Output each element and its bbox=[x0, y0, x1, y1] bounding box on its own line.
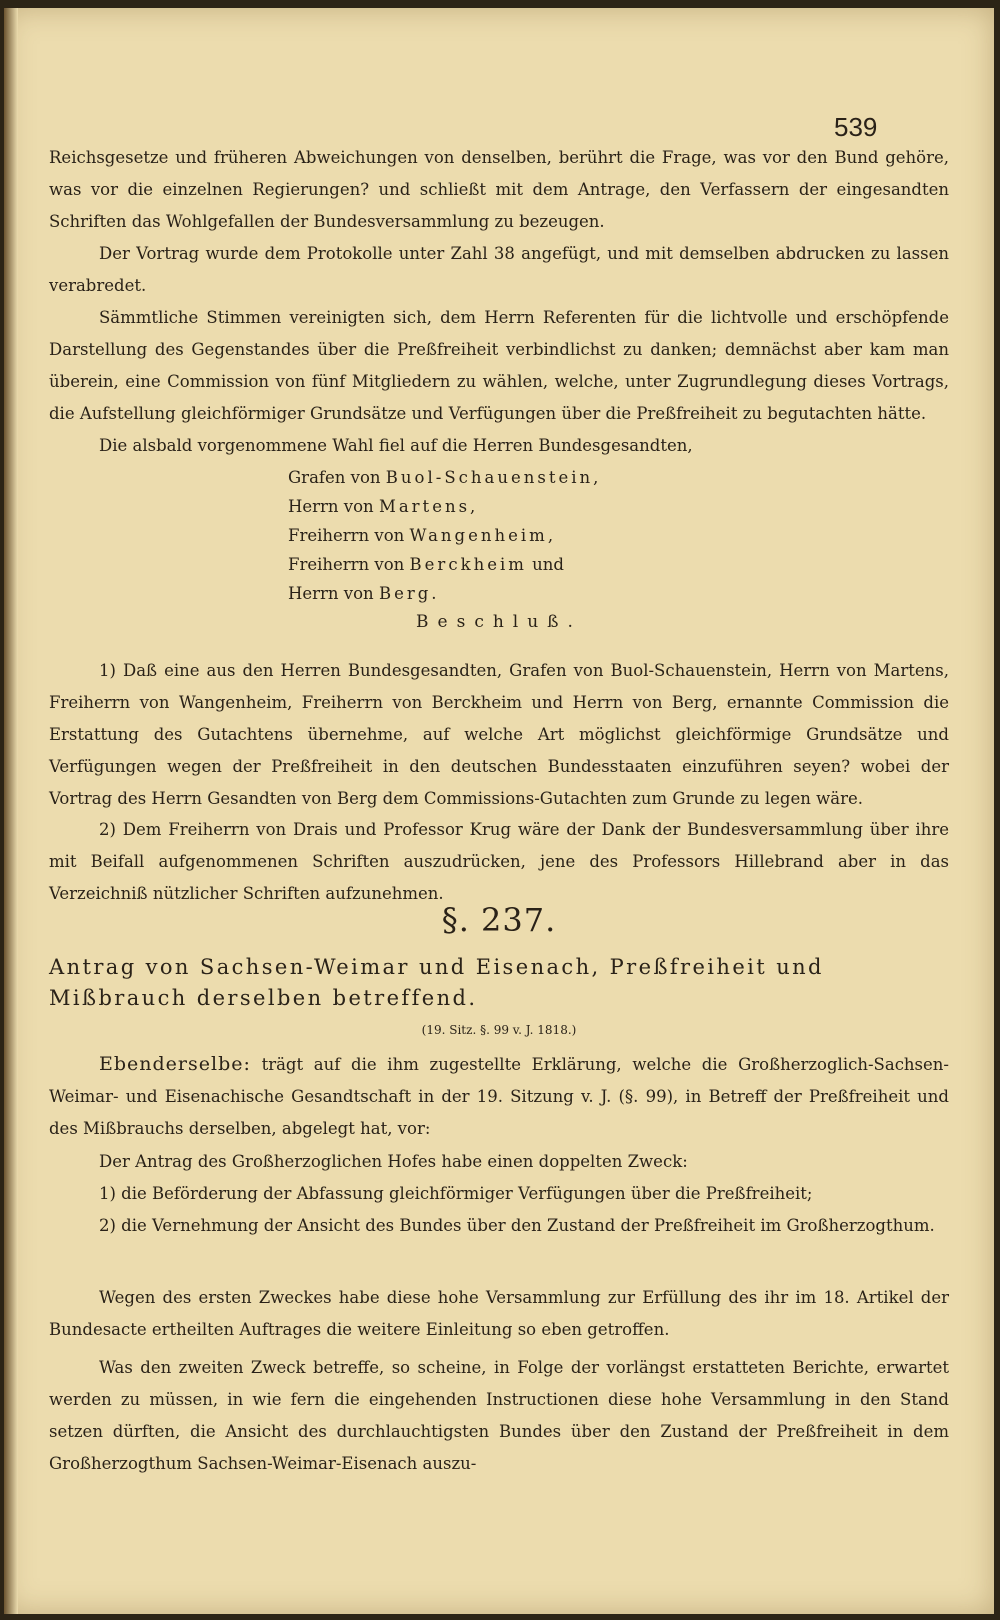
envoy-item: Herrn von Martens, bbox=[288, 497, 476, 516]
envoy-item: Freiherrn von Berckheim und bbox=[288, 555, 564, 574]
envoy-list bbox=[288, 463, 708, 608]
paragraph-2: Der Vortrag wurde dem Protokolle unter Zahl 38 angefügt, und mit demselben abdrucken zu lassen verabredet. bbox=[49, 244, 949, 295]
speaker-lead: Ebenderselbe: bbox=[99, 1053, 251, 1075]
section-number: §. 237. bbox=[441, 901, 557, 939]
paragraph-1: Reichsgesetze und früheren Abweichungen von denselben, berührt die Frage, was vor den Bund gehöre, was vor die einzelnen Regierungen? und schließt mit dem Antrage, den Verfassern der eingesandten Schriften das Wohlgefallen der Bundesversammlung zu bezeugen. bbox=[49, 148, 949, 231]
paragraph-3: Sämmtliche Stimmen vereinigten sich, dem Herrn Referenten für die lichtvolle und erschöpfende Darstellung des Gegenstandes über die Preßfreiheit verbindlichst zu danken; demnächst aber kam man überein, eine Commission von fünf Mitgliedern zu wählen, welche, unter Zugrundlegung dieses Vortrags, die Aufstellung gleichförmiger Grundsätze und Verfügungen über die Preßfreiheit zu begutachten hätte. bbox=[49, 308, 949, 423]
envoy-item: Herrn von Berg. bbox=[288, 584, 437, 603]
paragraph-9: Wegen des ersten Zweckes habe diese hohe Versammlung zur Erfüllung des ihr im 18. Artikel der Bundesacte ertheilten Auftrages die weitere Einleitung so eben getroffen. bbox=[49, 1288, 949, 1339]
paragraph-10: Was den zweiten Zweck betreffe, so scheine, in Folge der vorlängst erstatteten Berichte, erwartet werden zu müssen, in wie fern die eingehenden Instructionen diese hohe Versammlung in den Stand setzen dürften, die Ansicht des durchlauchtigsten Bundes über den Zustand der Preßfreiheit in dem Großherzogthum Sachsen-Weimar-Eisenach auszu- bbox=[49, 1358, 949, 1473]
resolution-heading: Beschluß. bbox=[416, 612, 582, 632]
envoy-item: Freiherrn von Wangenheim, bbox=[288, 526, 554, 545]
resolution-item-2: 2) Dem Freiherrn von Drais und Professor Krug wäre der Dank der Bundesversammlung über ihre mit Beifall aufgenommenen Schriften auszudrücken, jene des Professors Hillebrand aber in das Verzeichniß nützlicher Schriften aufzunehmen. bbox=[49, 820, 949, 903]
envoy-item: Grafen von Buol-Schauenstein, bbox=[288, 468, 599, 487]
paragraph-5 bbox=[49, 1048, 949, 1145]
paragraph-4: Die alsbald vorgenommene Wahl fiel auf die Herren Bundesgesandten, bbox=[99, 436, 693, 455]
paragraph-5-text: trägt auf die ihm zugestellte Erklärung, welche die Großherzoglich-Sachsen-Weimar- und Eisenachische Gesandtschaft in der 19. Sitzung v. J. (§. 99), in Betreff der Preßfreiheit und des Mißbrauchs derselben, abgelegt hat, vor: bbox=[49, 1055, 949, 1138]
section-reference-note: (19. Sitz. §. 99 v. J. 1818.) bbox=[421, 1023, 577, 1037]
book-page bbox=[4, 8, 994, 1614]
resolution-item-1: 1) Daß eine aus den Herren Bundesgesandten, Grafen von Buol-Schauenstein, Herrn von Martens, Freiherrn von Wangenheim, Freiherrn von Berckheim und Herrn von Berg, ernannte Commission die Erstattung des Gutachtens übernehme, auf welche Art möglichst gleichförmige Grundsätze und Verfügungen wegen der Preßfreiheit in den deutschen Bundesstaaten einzuführen seyen? wobei der Vortrag des Herrn Gesandten von Berg dem Commissions-Gutachten zum Grunde zu legen wäre. bbox=[49, 661, 949, 808]
page-binding-shadow bbox=[4, 8, 18, 1614]
section-title: Antrag von Sachsen-Weimar und Eisenach, Preßfreiheit und Mißbrauch derselben betreffend. bbox=[49, 955, 824, 1010]
page-number: 539 bbox=[834, 112, 878, 142]
paragraph-8: 2) die Vernehmung der Ansicht des Bundes über den Zustand der Preßfreiheit im Großherzogthum. bbox=[99, 1216, 935, 1235]
paragraph-6: Der Antrag des Großherzoglichen Hofes habe einen doppelten Zweck: bbox=[99, 1152, 688, 1171]
paragraph-7: 1) die Beförderung der Abfassung gleichförmiger Verfügungen über die Preßfreiheit; bbox=[99, 1184, 813, 1203]
